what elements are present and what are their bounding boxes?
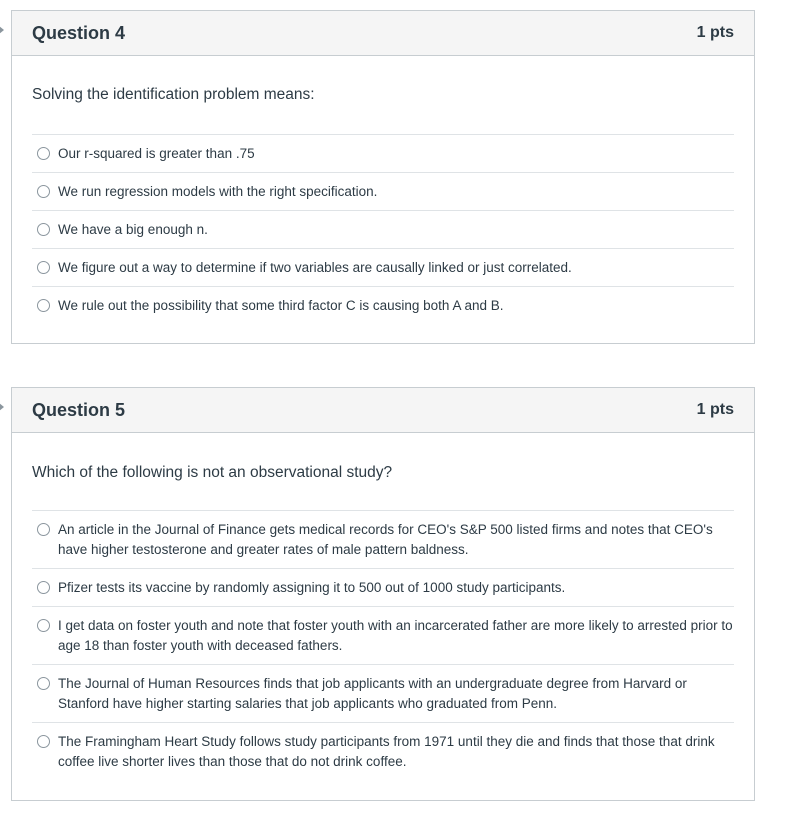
answer-option[interactable] <box>32 723 734 780</box>
radio-button[interactable] <box>37 299 50 312</box>
answer-option[interactable] <box>32 173 734 211</box>
radio-button[interactable] <box>37 147 50 160</box>
question-body <box>12 433 754 780</box>
question-body <box>12 56 754 324</box>
question-points: 1 pts <box>696 24 734 41</box>
question-points: 1 pts <box>696 401 734 418</box>
answer-option[interactable] <box>32 211 734 249</box>
radio-button[interactable] <box>37 619 50 632</box>
radio-button[interactable] <box>37 185 50 198</box>
radio-button[interactable] <box>37 677 50 690</box>
answer-label: We rule out the possibility that some third factor C is causing both A and B. <box>58 298 504 313</box>
radio-button[interactable] <box>37 735 50 748</box>
answer-option[interactable] <box>32 511 734 569</box>
question-prompt: Solving the identification problem means: <box>32 86 315 103</box>
question-title: Question 5 <box>32 399 126 420</box>
question-marker-icon <box>0 26 4 34</box>
answer-label: We run regression models with the right specification. <box>58 184 378 199</box>
answer-label: An article in the Journal of Finance gets medical records for CEO's S&P 500 listed firms and notes that CEO's have higher testosterone and greater rates of male pattern baldness. <box>58 522 713 557</box>
answer-label: The Journal of Human Resources finds that job applicants with an undergraduate degree from Harvard or Stanford have higher starting salaries that job applicants who graduated from Penn. <box>58 676 687 711</box>
answer-option[interactable] <box>32 287 734 324</box>
answer-option[interactable] <box>32 665 734 723</box>
question-header <box>12 388 754 433</box>
answer-label: Pfizer tests its vaccine by randomly assigning it to 500 out of 1000 study participants. <box>58 580 566 595</box>
answer-option[interactable] <box>32 249 734 287</box>
radio-button[interactable] <box>37 261 50 274</box>
answer-label: We have a big enough n. <box>58 222 208 237</box>
answer-option[interactable] <box>32 135 734 173</box>
radio-button[interactable] <box>37 523 50 536</box>
answer-label: The Framingham Heart Study follows study participants from 1971 until they die and finds that those that drink coffee live shorter lives than those that do not drink coffee. <box>58 734 715 769</box>
answer-option[interactable] <box>32 569 734 607</box>
answer-label: I get data on foster youth and note that foster youth with an incarcerated father are more likely to arrested prior to age 18 than foster youth with deceased fathers. <box>58 618 733 653</box>
question-4 <box>11 10 755 344</box>
answer-label: Our r-squared is greater than .75 <box>58 146 255 161</box>
radio-button[interactable] <box>37 581 50 594</box>
question-prompt: Which of the following is not an observational study? <box>32 464 393 481</box>
radio-button[interactable] <box>37 223 50 236</box>
answer-list <box>32 510 734 780</box>
question-header <box>12 11 754 56</box>
answer-label: We figure out a way to determine if two variables are causally linked or just correlated. <box>58 260 572 275</box>
answer-list <box>32 134 734 324</box>
question-marker-icon <box>0 403 4 411</box>
answer-option[interactable] <box>32 607 734 665</box>
question-5 <box>11 387 755 801</box>
question-title: Question 4 <box>32 22 126 43</box>
